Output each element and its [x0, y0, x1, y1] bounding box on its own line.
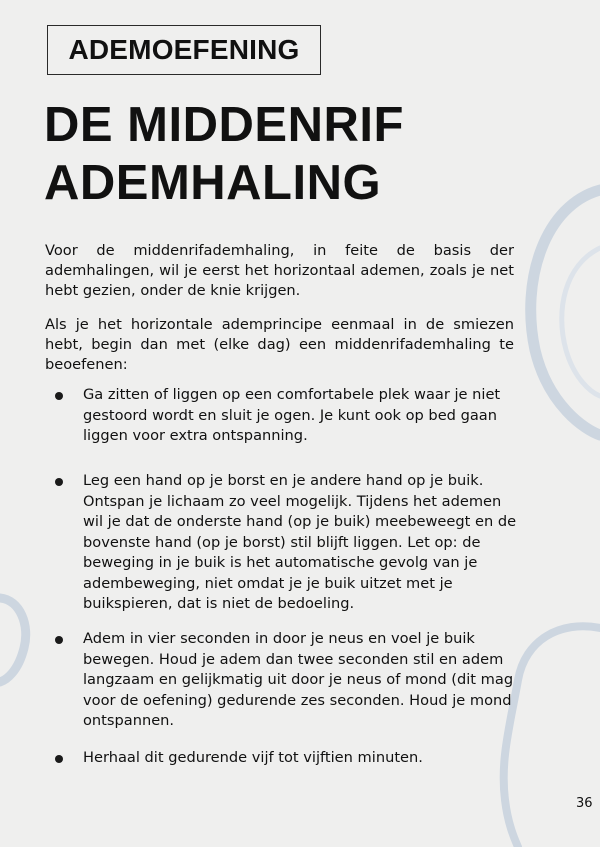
list-item	[55, 471, 525, 615]
list-item	[55, 748, 525, 769]
step-text: Herhaal dit gedurende vijf tot vijftien minuten.	[83, 749, 423, 766]
page-number: 36	[576, 796, 593, 811]
page-title-line-2: ADEMHALING	[44, 156, 382, 210]
bullet-icon	[55, 755, 63, 763]
list-item	[55, 629, 525, 732]
page-title	[44, 96, 564, 212]
bullet-icon	[55, 478, 63, 486]
bullet-icon	[55, 392, 63, 400]
step-text: Adem in vier seconden in door je neus en voel je buik bewegen. Houd je adem dan twee seconden stil en adem langzaam en gelijkmatig uit door je neus of mond (dit mag voor de oefening) gedurende zes seconden. Houd je mond ontspannen.	[83, 630, 514, 729]
step-text: Leg een hand op je borst en je andere hand op je buik. Ontspan je lichaam zo veel mogelijk. Tijdens het ademen wil je dat de onderste hand (op je buik) meebeweegt en de bovenste hand (op je borst) stil blijft liggen. Let op: de beweging in je buik is het automatische gevolg van je adembeweging, niet omdat je je buik uitzet met je buikspieren, dat is niet de bedoeling.	[83, 472, 517, 612]
bullet-icon	[55, 636, 63, 644]
page-title-line-1: DE MIDDENRIF	[44, 98, 404, 152]
intro-paragraph-2: Als je het horizontale ademprincipe eenmaal in de smiezen hebt, begin dan met (elke dag) een middenrifademhaling te beoefenen:	[45, 316, 514, 373]
intro-paragraph-1: Voor de middenrifademhaling, in feite de basis der ademhalingen, wil je eerst het horizontaal ademen, zoals je net hebt gezien, onder de knie krijgen.	[45, 242, 514, 299]
step-text: Ga zitten of liggen op een comfortabele plek waar je niet gestoord wordt en sluit je ogen. Je kunt ook op bed gaan liggen voor extra ontspanning.	[83, 386, 501, 444]
list-item	[55, 385, 525, 447]
section-tag: ADEMOEFENING	[47, 25, 321, 75]
